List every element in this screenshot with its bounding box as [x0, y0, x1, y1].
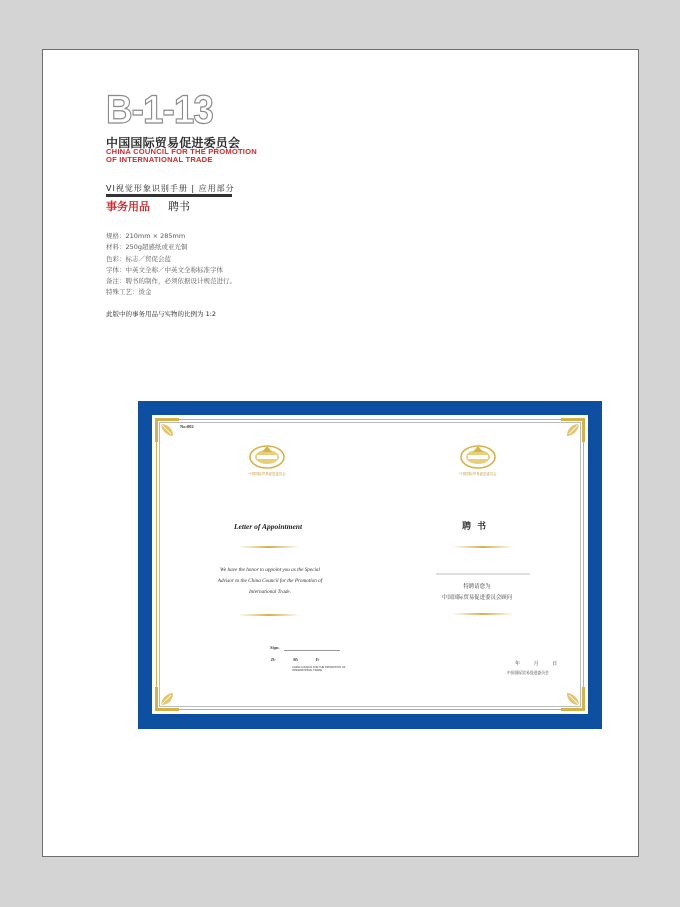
- title-rule: [106, 194, 232, 197]
- corner-ornament-icon: [153, 685, 181, 713]
- scale-note: 此版中的事务用品与实物的比例为 1:2: [106, 310, 217, 318]
- manual-title: VI视觉形象识别手册 | 应用部分: [106, 184, 235, 193]
- section-title: 事务用品: [106, 200, 150, 213]
- emblem-caption: 中国国际贸易促进委员会: [459, 472, 497, 476]
- gray-divider: [436, 573, 530, 575]
- org-name-small-cn: 中国国际贸易促进委员会: [507, 670, 549, 675]
- org-name-small-en: CHINA COUNCIL FOR THE PROMOTION OF INTERNATIONAL TRADE: [292, 666, 346, 672]
- spec-material: 材料：250g超感纸或亚光铜: [106, 243, 188, 252]
- manual-page: [42, 49, 639, 857]
- org-name-en-line1: CHINA COUNCIL FOR THE PROMOTION: [106, 147, 257, 156]
- corner-ornament-icon: [559, 685, 587, 713]
- spec-list: [106, 231, 236, 299]
- appointment-text-cn: 特聘请您为 中国国际贸易促进委员会顾问: [441, 584, 513, 601]
- gold-divider: [238, 614, 300, 616]
- date-day-label: D:: [271, 657, 276, 662]
- org-name-en-line2: OF INTERNATIONAL TRADE: [106, 155, 213, 164]
- corner-ornament-icon: [559, 416, 587, 444]
- spec-color: 色彩：标志／贸促会蓝: [106, 254, 171, 263]
- ccpit-emblem: [241, 444, 293, 476]
- spec-process: 特殊工艺：烫金: [106, 288, 152, 297]
- certificate-title-en: Letter of Appointment: [233, 522, 303, 531]
- org-name-cn: 中国国际贸易促进委员会: [106, 136, 241, 150]
- date-year-label: Y:: [315, 657, 320, 662]
- certificate-number: No:002: [180, 424, 194, 429]
- gold-divider: [452, 546, 514, 548]
- certificate-paper: [152, 415, 588, 714]
- date-fields: [271, 657, 341, 662]
- ccpit-emblem: [452, 444, 504, 476]
- date-cn: 年 月 日: [515, 661, 560, 667]
- spec-font: 字体：中英文全称／中英文全称标准字体: [106, 265, 223, 274]
- ccpit-logo-icon: [459, 444, 497, 470]
- spec-note: 备注：聘书的制作，必须依据设计规范进行。: [106, 277, 236, 286]
- certificate-title-cn: 聘书: [461, 522, 492, 532]
- corner-ornament-icon: [153, 416, 181, 444]
- emblem-caption: 中国国际贸易促进委员会: [248, 472, 286, 476]
- spec-size: 规格：210mm × 285mm: [106, 232, 186, 240]
- gold-divider: [452, 613, 514, 615]
- appointment-text-en: We have the honor to appoint you as the Special Advisor to the China Council for the Promotion of International Trade.: [217, 567, 323, 595]
- date-month-label: M:: [292, 657, 299, 662]
- ccpit-logo-icon: [248, 444, 286, 470]
- item-title: 聘书: [168, 200, 190, 213]
- gold-divider: [238, 546, 300, 548]
- sign-label: Sign.: [270, 645, 280, 650]
- page-code: B-1-13: [106, 88, 213, 132]
- sign-line: [284, 650, 340, 651]
- certificate-mockup: [138, 401, 602, 729]
